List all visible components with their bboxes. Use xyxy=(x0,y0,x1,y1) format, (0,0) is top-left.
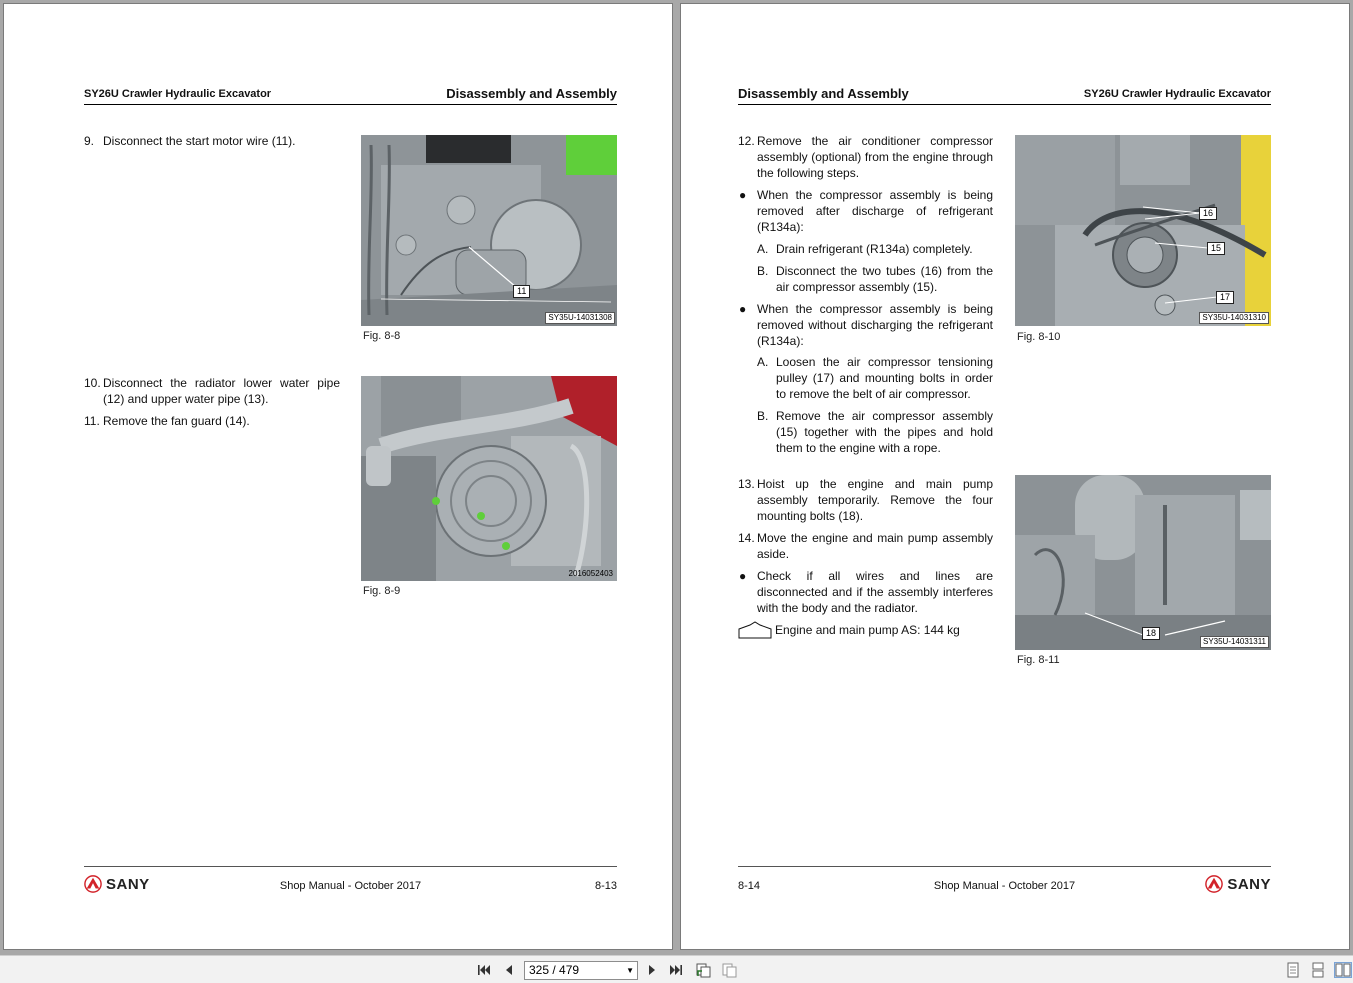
figure-code: 2016052403 xyxy=(568,569,613,578)
step-text: Hoist up the engine and main pump assembly temporarily. Remove the four mounting bolts (18). xyxy=(757,477,993,523)
go-forward-view-icon[interactable] xyxy=(721,962,737,978)
brand-name: SANY xyxy=(106,875,150,893)
step-10 xyxy=(84,375,340,407)
page-number: 8-13 xyxy=(594,880,617,892)
next-page-icon[interactable] xyxy=(644,962,660,978)
figure-caption: Fig. 8-11 xyxy=(1017,654,1060,666)
figure-caption: Fig. 8-9 xyxy=(363,585,401,597)
sub-letter: A. xyxy=(757,355,769,369)
step-number: 10. xyxy=(84,376,101,390)
step-text: Disconnect the radiator lower water pipe (12) and upper water pipe (13). xyxy=(103,376,340,406)
step-11 xyxy=(84,413,340,429)
callout-11: 11 xyxy=(513,285,530,298)
sub-letter: B. xyxy=(757,264,769,278)
figure-8-8 xyxy=(361,135,617,326)
previous-page-icon[interactable] xyxy=(501,962,517,978)
chevron-down-icon[interactable]: ▼ xyxy=(626,966,634,975)
step-number: 9. xyxy=(84,134,95,148)
step-13 xyxy=(738,476,993,524)
last-page-icon[interactable] xyxy=(668,962,684,978)
sub-step-b xyxy=(757,408,993,456)
figure-caption: Fig. 8-8 xyxy=(363,330,401,342)
sany-logo xyxy=(1205,875,1271,893)
single-page-view-icon[interactable] xyxy=(1285,962,1301,978)
callout-17: 17 xyxy=(1216,291,1234,304)
sub-text: Disconnect the two tubes (16) from the air compressor assembly (15). xyxy=(776,264,993,294)
viewer-toolbar xyxy=(0,955,1353,983)
sub-text: Remove the air compressor assembly (15) together with the pipes and hold them to the engine with a rope. xyxy=(776,409,993,455)
page-number-input[interactable] xyxy=(524,961,638,980)
sub-step-a xyxy=(757,354,993,402)
page-header xyxy=(84,84,617,105)
bullet-item: ● When the compressor assembly is being removed without discharging the refrigerant (R134a): xyxy=(739,302,993,348)
figure-8-11 xyxy=(1015,475,1271,650)
page-footer xyxy=(84,866,617,896)
callout-15: 15 xyxy=(1207,242,1225,255)
header-section: Disassembly and Assembly xyxy=(738,86,909,101)
bullet-item: ● When the compressor assembly is being removed after discharge of refrigerant (R134a): xyxy=(739,188,993,234)
bullet-text: When the compressor assembly is being removed after discharge of refrigerant (R134a): xyxy=(757,188,993,234)
weight-icon xyxy=(738,621,772,639)
step-9 xyxy=(84,133,344,149)
page-footer xyxy=(738,866,1271,896)
footer-title: Shop Manual - October 2017 xyxy=(279,880,422,892)
figure-code: SY35U-14031311 xyxy=(1200,636,1269,648)
brand-name: SANY xyxy=(1227,875,1271,893)
header-model: SY26U Crawler Hydraulic Excavator xyxy=(1083,88,1271,100)
first-page-icon[interactable] xyxy=(476,962,492,978)
sub-step-b xyxy=(757,263,993,295)
sub-letter: A. xyxy=(757,242,769,256)
step-text: Move the engine and main pump assembly aside. xyxy=(757,531,993,561)
figure-8-10 xyxy=(1015,135,1271,326)
page-8-13 xyxy=(3,3,673,950)
weight-text: Engine and main pump AS: 144 kg xyxy=(775,623,960,637)
two-page-view-icon[interactable] xyxy=(1334,962,1352,978)
bullet-text: When the compressor assembly is being removed without discharging the refrigerant (R134a): xyxy=(757,302,993,348)
sub-text: Drain refrigerant (R134a) completely. xyxy=(776,242,973,256)
bullet-text: Check if all wires and lines are disconnected and if the assembly interferes with the body and the radiator. xyxy=(757,569,993,615)
figure-caption: Fig. 8-10 xyxy=(1017,331,1061,343)
sub-letter: B. xyxy=(757,409,769,423)
bullet-item: ● Check if all wires and lines are disconnected and if the assembly interferes with the body and the radiator. xyxy=(739,569,993,615)
page-header xyxy=(738,84,1271,105)
continuous-view-icon[interactable] xyxy=(1310,962,1326,978)
page-8-14 xyxy=(680,3,1350,950)
go-back-view-icon[interactable] xyxy=(695,962,711,978)
page-indicator-text: 325 / 479 xyxy=(529,963,580,977)
callout-16: 16 xyxy=(1199,207,1217,220)
step-number: 11. xyxy=(84,414,100,428)
header-section: Disassembly and Assembly xyxy=(446,86,617,101)
sany-logo-icon xyxy=(1205,875,1223,893)
figure-code: SY35U-14031308 xyxy=(545,312,615,324)
callout-18: 18 xyxy=(1142,627,1160,640)
step-14 xyxy=(738,530,993,562)
step-text: Remove the air conditioner compressor assembly (optional) from the engine through the following steps. xyxy=(757,134,993,180)
weight-note xyxy=(738,621,998,639)
step-number: 14. xyxy=(738,531,755,545)
sub-step-a xyxy=(757,241,993,257)
step-number: 12. xyxy=(738,134,755,148)
sub-text: Loosen the air compressor tensioning pulley (17) and mounting bolts in order to remove the belt of air compressor. xyxy=(776,355,993,401)
step-12 xyxy=(738,133,993,181)
header-model: SY26U Crawler Hydraulic Excavator xyxy=(84,88,272,100)
figure-code: SY35U-14031310 xyxy=(1199,312,1269,324)
page-number: 8-14 xyxy=(738,880,761,892)
figure-8-9 xyxy=(361,376,617,581)
step-text: Remove the fan guard (14). xyxy=(103,414,250,428)
step-text: Disconnect the start motor wire (11). xyxy=(103,134,296,148)
footer-title: Shop Manual - October 2017 xyxy=(933,880,1076,892)
step-number: 13. xyxy=(738,477,755,491)
